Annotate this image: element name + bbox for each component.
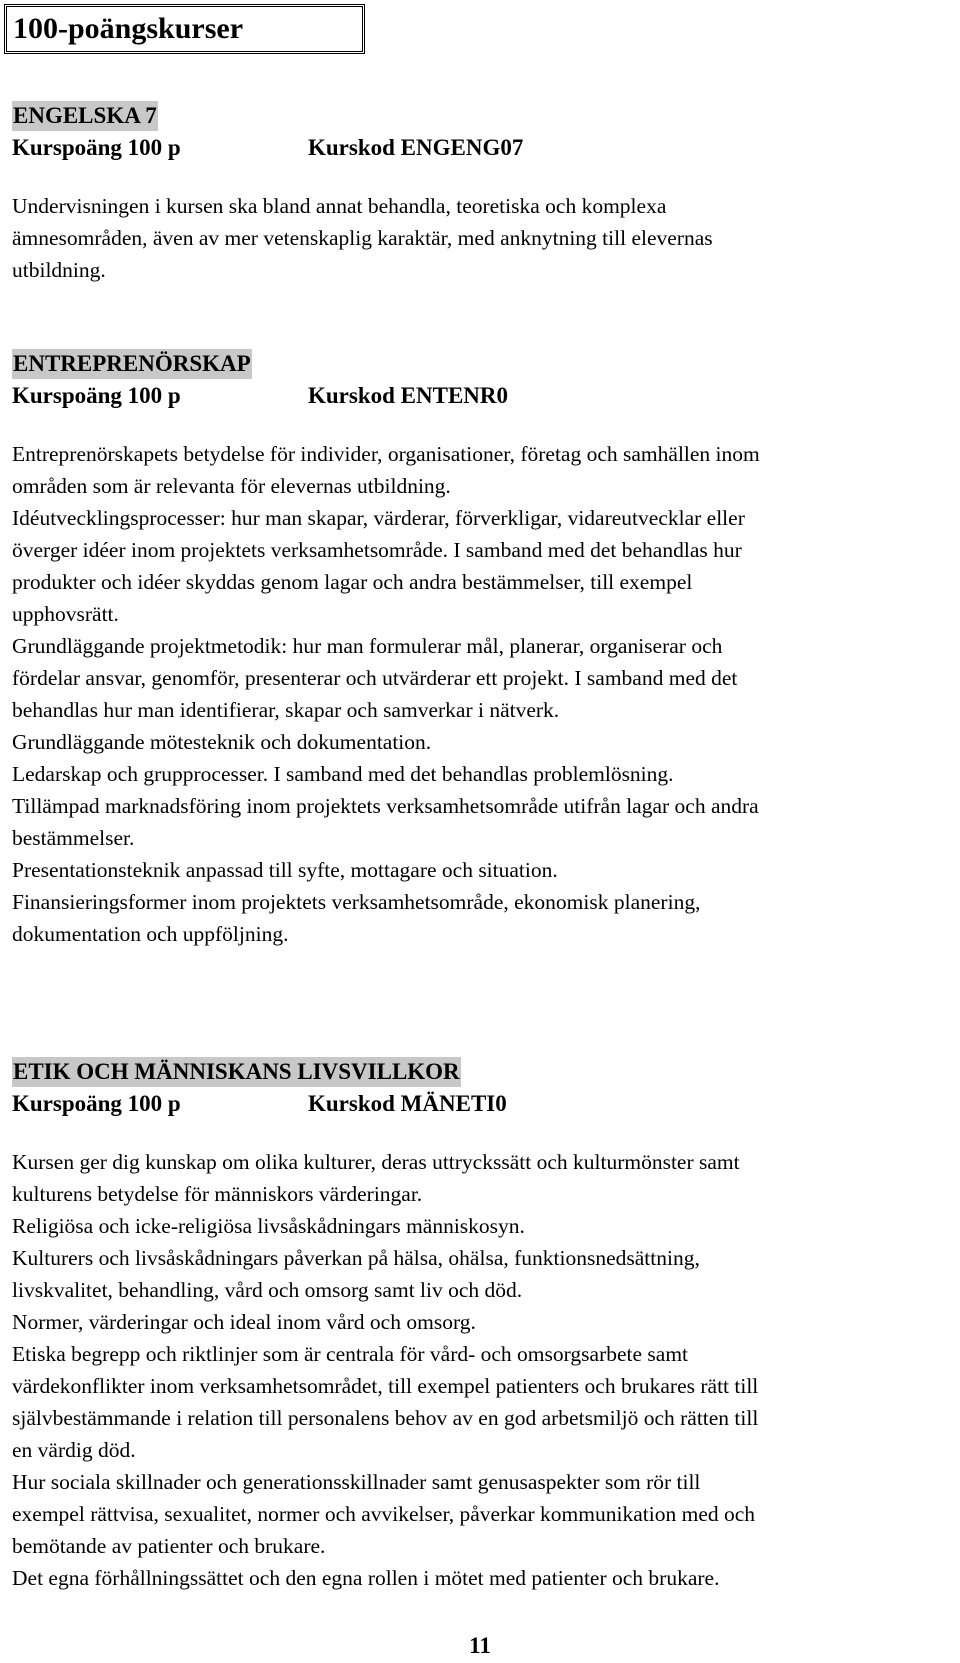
description-line: Tillämpad marknadsföring inom projektets verksamhetsområde utifrån lagar och andra bbox=[12, 794, 759, 818]
description-line: Undervisningen i kursen ska bland annat behandla, teoretiska och komplexa bbox=[12, 194, 667, 218]
description-line: Presentationsteknik anpassad till syfte, mottagare och situation. bbox=[12, 858, 558, 882]
course-meta bbox=[12, 1088, 957, 1120]
description-line: dokumentation och uppföljning. bbox=[12, 922, 289, 946]
course-points: Kurspoäng 100 p bbox=[12, 383, 181, 408]
course-meta bbox=[12, 380, 957, 412]
course-name: ENTREPRENÖRSKAP bbox=[12, 349, 252, 379]
description-line: Det egna förhållningssättet och den egna rollen i mötet med patienter och brukare. bbox=[12, 1566, 720, 1590]
description-line: Grundläggande mötesteknik och dokumentation. bbox=[12, 730, 432, 754]
course-section bbox=[12, 348, 957, 950]
course-section bbox=[12, 100, 957, 286]
course-name: ENGELSKA 7 bbox=[12, 101, 158, 131]
description-line: värdekonflikter inom verksamhetsområdet, till exempel patienters och brukares rätt till bbox=[12, 1374, 759, 1398]
description-line: upphovsrätt. bbox=[12, 602, 119, 626]
description-line: produkter och idéer skyddas genom lagar och andra bestämmelser, till exempel bbox=[12, 570, 693, 594]
course-name: ETIK OCH MÄNNISKANS LIVSVILLKOR bbox=[12, 1057, 461, 1087]
course-section bbox=[12, 1056, 957, 1594]
description-line: livskvalitet, behandling, vård och omsorg samt liv och död. bbox=[12, 1278, 523, 1302]
course-description bbox=[12, 190, 957, 286]
description-line: en värdig död. bbox=[12, 1438, 136, 1462]
page-title: 100-poängskurser bbox=[4, 4, 365, 54]
description-line: behandlas hur man identifierar, skapar och samverkar i nätverk. bbox=[12, 698, 560, 722]
description-line: Hur sociala skillnader och generationsskillnader samt genusaspekter som rör till bbox=[12, 1470, 701, 1494]
course-description bbox=[12, 1146, 957, 1594]
description-line: kulturens betydelse för människors värderingar. bbox=[12, 1182, 423, 1206]
course-meta bbox=[12, 132, 957, 164]
description-line: bestämmelser. bbox=[12, 826, 135, 850]
course-code: Kurskod ENGENG07 bbox=[308, 135, 524, 160]
description-line: bemötande av patienter och brukare. bbox=[12, 1534, 326, 1558]
description-line: Ledarskap och grupprocesser. I samband med det behandlas problemlösning. bbox=[12, 762, 674, 786]
description-line: fördelar ansvar, genomför, presenterar och utvärderar ett projekt. I samband med det bbox=[12, 666, 738, 690]
course-description bbox=[12, 438, 957, 950]
course-points: Kurspoäng 100 p bbox=[12, 135, 181, 160]
description-line: överger idéer inom projektets verksamhetsområde. I samband med det behandlas hur bbox=[12, 538, 742, 562]
description-line: Entreprenörskapets betydelse för individer, organisationer, företag och samhällen inom bbox=[12, 442, 760, 466]
description-line: Grundläggande projektmetodik: hur man formulerar mål, planerar, organiserar och bbox=[12, 634, 723, 658]
page-number: 11 bbox=[469, 1633, 491, 1658]
description-line: Etiska begrepp och riktlinjer som är centrala för vård- och omsorgsarbete samt bbox=[12, 1342, 689, 1366]
description-line: exempel rättvisa, sexualitet, normer och avvikelser, påverkar kommunikation med och bbox=[12, 1502, 756, 1526]
course-code: Kurskod ENTENR0 bbox=[308, 383, 509, 408]
description-line: utbildning. bbox=[12, 258, 106, 282]
description-line: områden som är relevanta för elevernas utbildning. bbox=[12, 474, 451, 498]
description-line: ämnesområden, även av mer vetenskaplig karaktär, med anknytning till elevernas bbox=[12, 226, 713, 250]
description-line: Idéutvecklingsprocesser: hur man skapar, värderar, förverkligar, vidareutvecklar eller bbox=[12, 506, 745, 530]
description-line: Religiösa och icke-religiösa livsåskådningars människosyn. bbox=[12, 1214, 525, 1238]
course-points: Kurspoäng 100 p bbox=[12, 1091, 181, 1116]
description-line: självbestämmande i relation till personalens behov av en god arbetsmiljö och rätten till bbox=[12, 1406, 759, 1430]
course-code: Kurskod MÄNETI0 bbox=[308, 1091, 507, 1116]
description-line: Finansieringsformer inom projektets verksamhetsområde, ekonomisk planering, bbox=[12, 890, 701, 914]
description-line: Kulturers och livsåskådningars påverkan på hälsa, ohälsa, funktionsnedsättning, bbox=[12, 1246, 700, 1270]
description-line: Kursen ger dig kunskap om olika kulturer, deras uttryckssätt och kulturmönster samt bbox=[12, 1150, 740, 1174]
description-line: Normer, värderingar och ideal inom vård och omsorg. bbox=[12, 1310, 476, 1334]
